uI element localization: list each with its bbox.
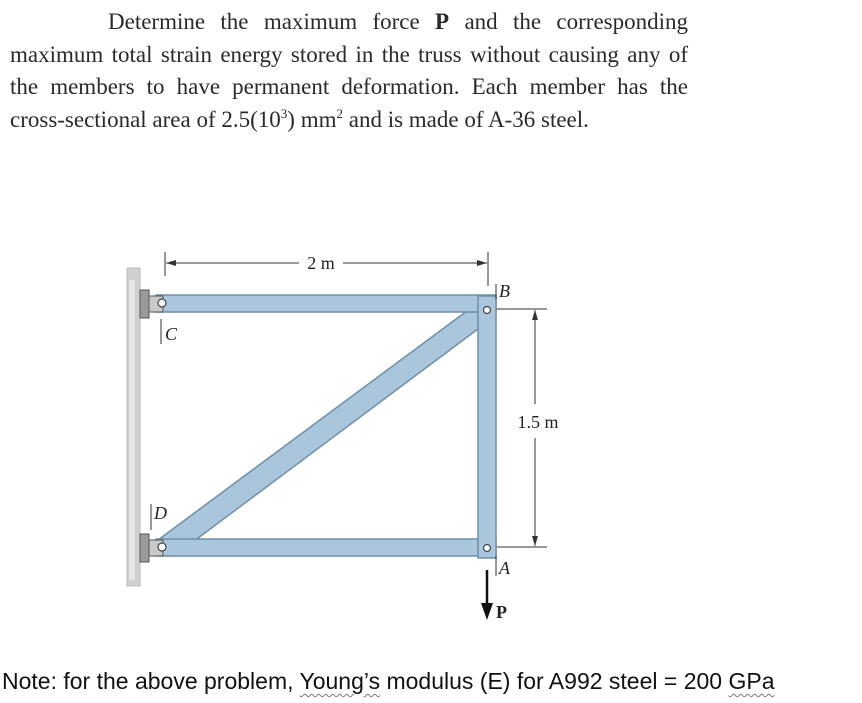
area-close-paren: ) <box>287 106 295 132</box>
note-modulus-unit: GPa <box>728 668 775 694</box>
dim-arrow-bottom <box>532 536 538 546</box>
note-text-middle: modulus (E) for A992 steel = <box>386 668 678 694</box>
label-c: C <box>165 324 178 344</box>
note-text-start: Note: for the above problem, <box>2 668 294 694</box>
label-b: B <box>499 281 510 301</box>
joint-b <box>484 307 491 314</box>
joint-a <box>484 545 491 552</box>
member-db <box>158 305 490 556</box>
label-d: D <box>154 503 167 523</box>
dim-horizontal-label: 2 m <box>307 253 335 273</box>
note-modulus-value: 200 <box>683 668 723 694</box>
dim-arrow-top <box>532 310 538 320</box>
problem-text-end: and is made of A-36 steel. <box>348 106 589 132</box>
force-symbol-p: P <box>435 9 450 34</box>
load-arrow-head <box>481 603 493 620</box>
dim-arrow-right <box>477 260 487 266</box>
pin-support-c <box>140 290 166 318</box>
label-a: A <box>499 558 510 578</box>
member-da <box>156 539 496 556</box>
member-ba <box>478 296 496 558</box>
load-label-p: P <box>496 602 507 622</box>
problem-text-body: and the corresponding maximum total strain energy stored in the truss without causing any of the members to have permanent deformation. Each member has the cross-sectional area of 2.5(10 <box>10 9 688 132</box>
area-exponent: 3 <box>280 105 288 121</box>
area-unit: mm <box>300 106 337 132</box>
dim-arrow-left <box>166 260 176 266</box>
member-cb <box>156 295 496 312</box>
area-unit-exponent: 2 <box>336 105 343 121</box>
wall-texture <box>129 280 135 580</box>
problem-text-intro: Determine the maximum force <box>108 9 420 34</box>
note-youngs-word: Young’s <box>299 668 381 694</box>
note-line <box>2 668 775 695</box>
dim-vertical-label: 1.5 m <box>517 412 559 432</box>
